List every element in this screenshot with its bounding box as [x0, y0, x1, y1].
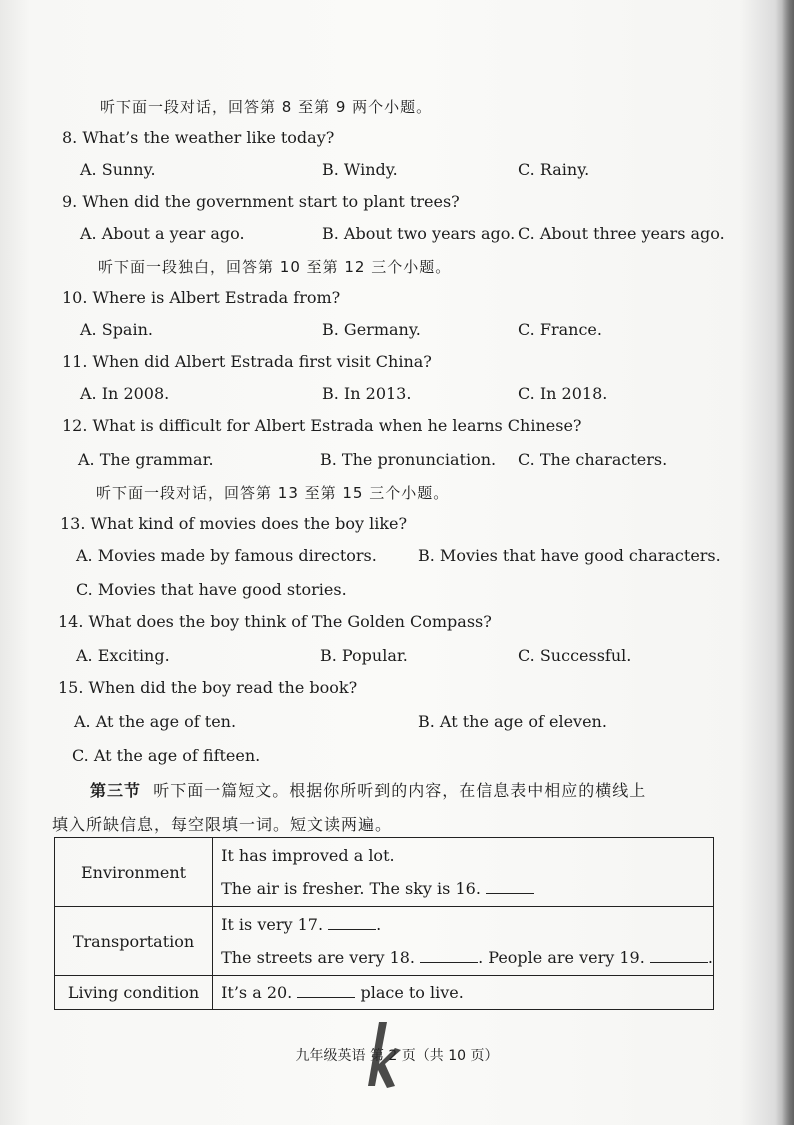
- trans-line2-text-c: .: [707, 948, 713, 967]
- living-line1-text-a: It’s a 20.: [221, 983, 293, 1002]
- blank-19[interactable]: [650, 948, 708, 963]
- q14-option-a: A. Exciting.: [76, 646, 170, 665]
- q14-option-b: B. Popular.: [320, 646, 408, 665]
- living-line1: [213, 976, 713, 1009]
- label-living-condition: Living condition: [55, 976, 213, 1010]
- q13-option-b: B. Movies that have good characters.: [418, 546, 721, 565]
- section3-text1: 听下面一篇短文。根据你所听到的内容，在信息表中相应的横线上: [153, 781, 647, 800]
- blank-20[interactable]: [297, 983, 355, 998]
- instruction-10-12: 听下面一段独白，回答第 10 至第 12 三个小题。: [98, 258, 452, 276]
- table-row-living: [55, 976, 714, 1010]
- q8-option-a: A. Sunny.: [80, 160, 156, 179]
- q10-option-c: C. France.: [518, 320, 602, 339]
- q11-option-a: A. In 2008.: [80, 384, 170, 403]
- q12-option-a: A. The grammar.: [78, 450, 214, 469]
- instruction-13-15: 听下面一段对话，回答第 13 至第 15 三个小题。: [96, 484, 450, 502]
- question-10: 10. Where is Albert Estrada from?: [62, 288, 341, 307]
- question-9: 9. When did the government start to plant trees?: [62, 192, 460, 211]
- question-13: 13. What kind of movies does the boy like?: [60, 514, 408, 533]
- blank-18[interactable]: [420, 948, 478, 963]
- label-transportation: Transportation: [55, 907, 213, 976]
- q11-option-b: B. In 2013.: [322, 384, 412, 403]
- cell-living: [213, 976, 714, 1010]
- trans-line1: It is very 17. .: [221, 915, 382, 934]
- blank-17[interactable]: [328, 915, 376, 930]
- section3-title: 第三节: [90, 781, 142, 800]
- q15-option-a: A. At the age of ten.: [74, 712, 237, 731]
- q9-option-c: C. About three years ago.: [518, 224, 725, 243]
- section3-line1: [90, 778, 646, 801]
- question-15: 15. When did the boy read the book?: [58, 678, 358, 697]
- watermark-k-logo: [365, 1020, 405, 1090]
- instruction-8-9: 听下面一段对话，回答第 8 至第 9 两个小题。: [100, 98, 433, 116]
- table-row-environment: [55, 838, 714, 907]
- question-8: 8. What’s the weather like today?: [62, 128, 335, 147]
- trans-line2: [213, 941, 713, 974]
- scan-edge-shadow: [782, 0, 794, 1125]
- q15-option-c: C. At the age of fifteen.: [72, 746, 261, 765]
- q13-option-a: A. Movies made by famous directors.: [76, 546, 377, 565]
- page-footer: 九年级英语 第 2 页（共 10 页）: [295, 1048, 499, 1064]
- trans-line2-text-a: The streets are very 18.: [221, 948, 416, 967]
- q9-option-b: B. About two years ago.: [322, 224, 516, 243]
- blank-16[interactable]: [486, 879, 534, 894]
- info-table: [54, 837, 714, 1010]
- q13-option-c: C. Movies that have good stories.: [76, 580, 347, 599]
- q14-option-c: C. Successful.: [518, 646, 632, 665]
- q10-option-a: A. Spain.: [80, 320, 153, 339]
- env-line2: [213, 872, 713, 905]
- section3-text2: 填入所缺信息，每空限填一词。短文读两遍。: [52, 815, 393, 834]
- living-line1-text-b: place to live.: [360, 983, 464, 1002]
- cell-environment: [213, 838, 714, 907]
- cell-transportation: [213, 907, 714, 976]
- label-environment: Environment: [55, 838, 213, 907]
- env-line1: It has improved a lot.: [221, 846, 395, 865]
- trans-line2-text-b: . People are very 19.: [478, 948, 645, 967]
- trans-line1-text: It is very 17.: [221, 915, 324, 934]
- q15-option-b: B. At the age of eleven.: [418, 712, 607, 731]
- q8-option-b: B. Windy.: [322, 160, 398, 179]
- q12-option-c: C. The characters.: [518, 450, 668, 469]
- q8-option-c: C. Rainy.: [518, 160, 590, 179]
- q11-option-c: C. In 2018.: [518, 384, 608, 403]
- question-11: 11. When did Albert Estrada first visit China?: [62, 352, 432, 371]
- q10-option-b: B. Germany.: [322, 320, 421, 339]
- q12-option-b: B. The pronunciation.: [320, 450, 497, 469]
- q9-option-a: A. About a year ago.: [80, 224, 245, 243]
- env-line2-text: The air is fresher. The sky is 16.: [221, 879, 481, 898]
- question-14: 14. What does the boy think of The Golden Compass?: [58, 612, 492, 631]
- question-12: 12. What is difficult for Albert Estrada when he learns Chinese?: [62, 416, 582, 435]
- table-row-transportation: [55, 907, 714, 976]
